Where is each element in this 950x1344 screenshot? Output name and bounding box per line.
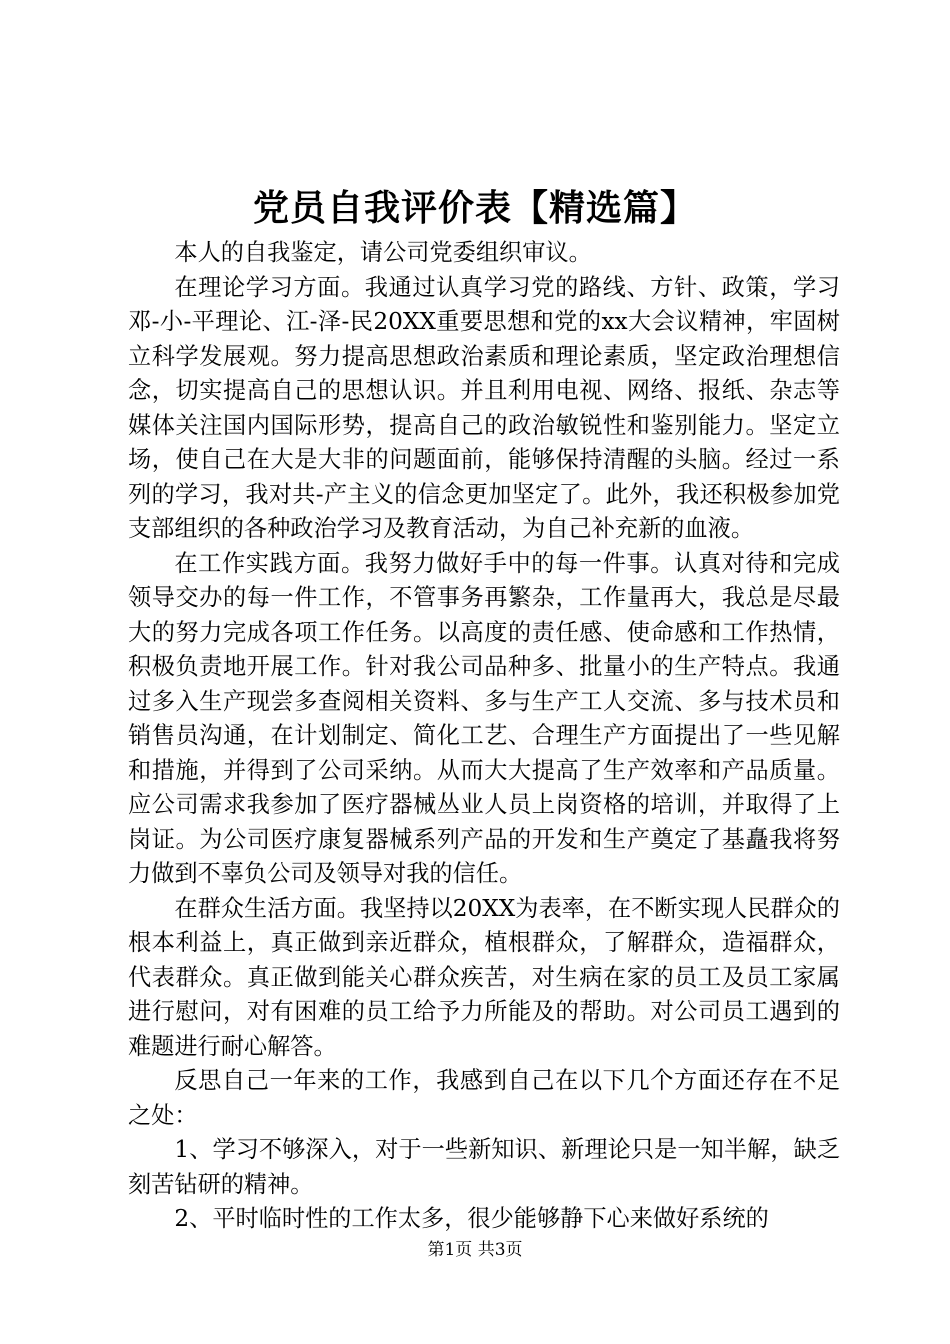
paragraph-intro: 本人的自我鉴定，请公司党委组织审议。	[174, 239, 592, 266]
paragraph-shortcoming-1: 1、学习不够深入，对于一些新知识、新理论只是一知半解，缺乏刻苦钻研的精神。	[128, 1136, 840, 1198]
page-footer: 第1页 共3页	[427, 1240, 523, 1260]
paragraph-mass-life: 在群众生活方面。我坚持以20XX为表率，在不断实现人民群众的根本利益上，真正做到亲近群众，植根群众，了解群众，造福群众，代表群众。真正做到能关心群众疾苦，对生病在家的员工及员工家属进行慰问，对有困难的员工给予力所能及的帮助。对公司员工遇到的难题进行耐心解答。	[128, 894, 840, 1060]
paragraph-theory-study: 在理论学习方面。我通过认真学习党的路线、方针、政策，学习邓-小-平理论、江-泽-民20XX重要思想和党的xx大会议精神，牢固树立科学发展观。努力提高思想政治素质和理论素质，坚定政治理想信念，切实提高自己的思想认识。并且利用电视、网络、报纸、杂志等媒体关注国内国际形势，提高自己的政治敏锐性和鉴别能力。坚定立场，使自己在大是大非的问题面前，能够保持清醒的头脑。经过一系列的学习，我对共-产主义的信念更加坚定了。此外，我还积极参加党支部组织的各种政治学习及教育活动，为自己补充新的血液。	[128, 273, 840, 542]
document-body	[128, 236, 840, 1237]
paragraph-reflection: 反思自己一年来的工作，我感到自己在以下几个方面还存在不足之处：	[128, 1067, 840, 1129]
document-title: 党员自我评价表【精选篇】	[252, 187, 697, 229]
paragraph-shortcoming-2: 2、平时临时性的工作太多，很少能够静下心来做好系统的	[174, 1205, 769, 1232]
paragraph-work-practice: 在工作实践方面。我努力做好手中的每一件事。认真对待和完成领导交办的每一件工作，不管事务再繁杂，工作量再大，我总是尽最大的努力完成各项工作任务。以高度的责任感、使命感和工作热情，积极负责地开展工作。针对我公司品种多、批量小的生产特点。我通过多入生产现尝多查阅相关资料、多与生产工人交流、多与技术员和销售员沟通，在计划制定、简化工艺、合理生产方面提出了一些见解和措施，并得到了公司采纳。从而大大提高了生产效率和产品质量。应公司需求我参加了医疗器械丛业人员上岗资格的培训，并取得了上岗证。为公司医疗康复器械系列产品的开发和生产奠定了基矗我将努力做到不辜负公司及领导对我的信任。	[128, 549, 840, 887]
